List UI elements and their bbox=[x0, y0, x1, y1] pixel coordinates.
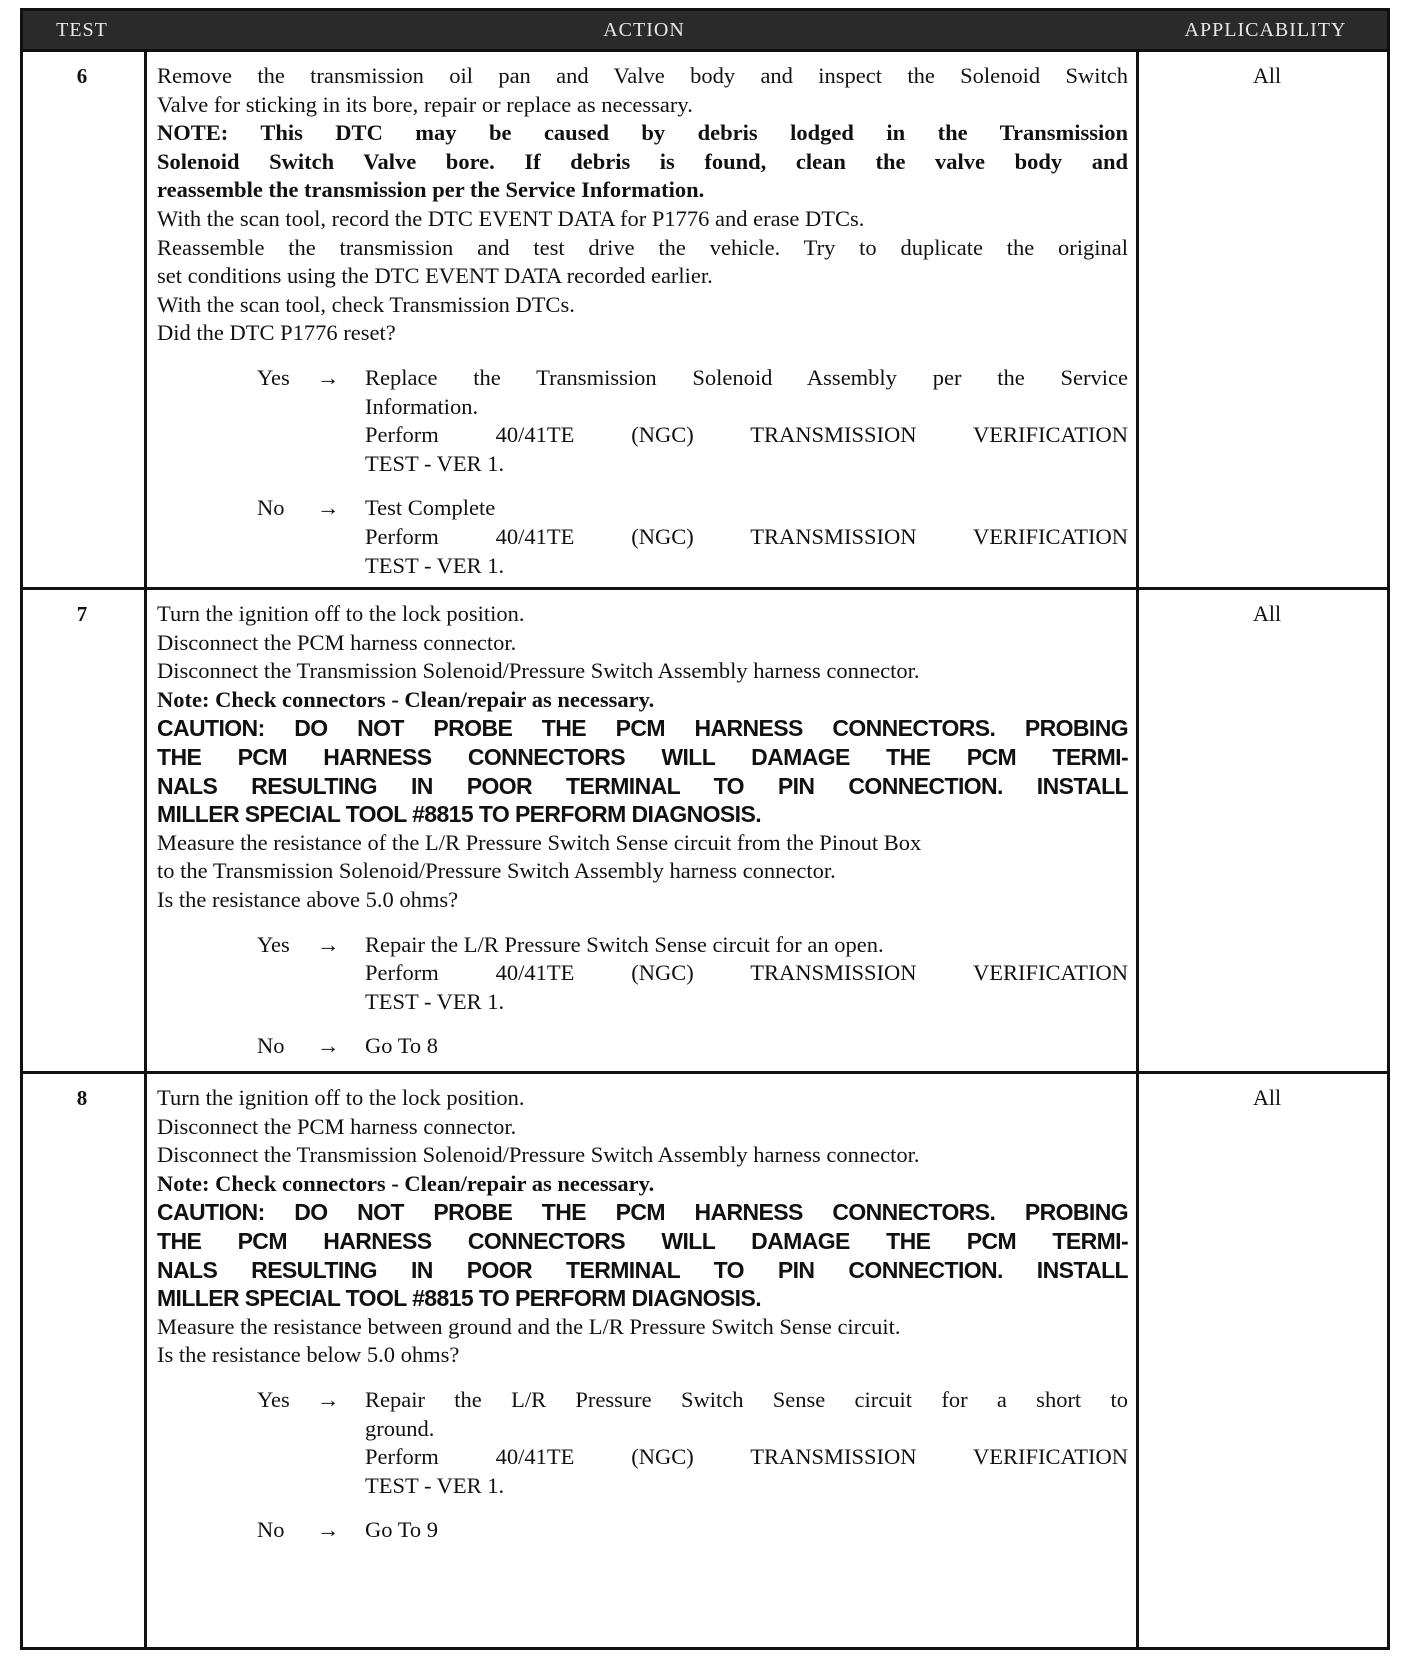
action-text: Reassemble the transmission and test drive the vehicle. Try to duplicate the original bbox=[157, 234, 1128, 260]
table-row-test-7 bbox=[23, 587, 1387, 1074]
arrow-icon: → bbox=[317, 1517, 340, 1543]
question-text: Did the DTC P1776 reset? bbox=[157, 320, 396, 346]
table-row-test-6 bbox=[23, 49, 1387, 590]
yes-branch bbox=[157, 1386, 1128, 1500]
applicability-cell: All bbox=[1252, 63, 1282, 88]
caution-text: CAUTION: DO NOT PROBE THE PCM HARNESS CONNECTORS. PROBING bbox=[157, 715, 1128, 742]
action-text: With the scan tool, check Transmission DTCs. bbox=[157, 291, 575, 317]
yes-result: Perform 40/41TE (NGC) TRANSMISSION VERIFICATION bbox=[365, 422, 1128, 448]
yes-label: Yes bbox=[257, 1386, 290, 1412]
question-text: Is the resistance below 5.0 ohms? bbox=[157, 1342, 460, 1368]
yes-result: TEST - VER 1. bbox=[365, 450, 505, 476]
caution-text: CAUTION: DO NOT PROBE THE PCM HARNESS CONNECTORS. PROBING bbox=[157, 1199, 1128, 1226]
yes-result: Information. bbox=[365, 393, 479, 419]
yes-branch bbox=[157, 931, 1128, 1017]
arrow-icon: → bbox=[317, 364, 340, 390]
test-number: 7 bbox=[76, 602, 88, 626]
header-applicability: APPLICABILITY bbox=[1184, 19, 1347, 41]
table-header bbox=[23, 11, 1387, 49]
no-result: Test Complete bbox=[365, 495, 496, 521]
no-branch bbox=[157, 1516, 1128, 1545]
yes-result: Perform 40/41TE (NGC) TRANSMISSION VERIFICATION bbox=[365, 1444, 1128, 1470]
applicability-cell: All bbox=[1252, 601, 1282, 626]
no-branch bbox=[157, 494, 1128, 580]
action-cell bbox=[144, 52, 1139, 590]
action-text: Valve for sticking in its bore, repair or replace as necessary. bbox=[157, 91, 693, 117]
yes-result: ground. bbox=[365, 1415, 435, 1441]
no-label: No bbox=[257, 1517, 285, 1543]
question-text: Is the resistance above 5.0 ohms? bbox=[157, 886, 459, 912]
arrow-icon: → bbox=[317, 931, 340, 957]
header-action: ACTION bbox=[603, 19, 685, 41]
arrow-icon: → bbox=[317, 1386, 340, 1412]
arrow-icon: → bbox=[317, 1033, 340, 1059]
action-text: to the Transmission Solenoid/Pressure Switch Assembly harness connector. bbox=[157, 858, 836, 884]
header-test: TEST bbox=[56, 19, 108, 41]
caution-text: NALS RESULTING IN POOR TERMINAL TO PIN CONNECTION. INSTALL bbox=[157, 1256, 1128, 1283]
action-text: Turn the ignition off to the lock position. bbox=[157, 601, 525, 626]
action-cell bbox=[144, 590, 1139, 1074]
action-text: Measure the resistance between ground and the L/R Pressure Switch Sense circuit. bbox=[157, 1313, 901, 1339]
arrow-icon: → bbox=[317, 495, 340, 521]
caution-text: NALS RESULTING IN POOR TERMINAL TO PIN CONNECTION. INSTALL bbox=[157, 772, 1128, 799]
caution-text: THE PCM HARNESS CONNECTORS WILL DAMAGE THE PCM TERMI- bbox=[157, 1227, 1128, 1254]
no-result: TEST - VER 1. bbox=[365, 552, 505, 578]
table-row-test-8 bbox=[23, 1071, 1387, 1650]
yes-result: Repair the L/R Pressure Switch Sense circuit for an open. bbox=[365, 931, 884, 957]
no-branch bbox=[157, 1032, 1128, 1061]
action-text: Remove the transmission oil pan and Valve body and inspect the Solenoid Switch bbox=[157, 63, 1128, 88]
no-result: Go To 8 bbox=[365, 1033, 439, 1059]
action-text: Turn the ignition off to the lock position. bbox=[157, 1085, 525, 1110]
yes-branch bbox=[157, 364, 1128, 478]
yes-label: Yes bbox=[257, 364, 290, 390]
test-number: 6 bbox=[76, 64, 88, 88]
action-text: Disconnect the Transmission Solenoid/Pressure Switch Assembly harness connector. bbox=[157, 658, 920, 684]
yes-result: TEST - VER 1. bbox=[365, 1472, 505, 1498]
test-number: 8 bbox=[76, 1086, 88, 1110]
action-text: With the scan tool, record the DTC EVENT DATA for P1776 and erase DTCs. bbox=[157, 205, 865, 231]
yes-label: Yes bbox=[257, 931, 290, 957]
action-text: Measure the resistance of the L/R Pressure Switch Sense circuit from the Pinout Box bbox=[157, 829, 922, 855]
action-text: Disconnect the PCM harness connector. bbox=[157, 1113, 517, 1139]
applicability-cell: All bbox=[1252, 1085, 1282, 1110]
caution-text: THE PCM HARNESS CONNECTORS WILL DAMAGE THE PCM TERMI- bbox=[157, 743, 1128, 770]
note-text: Note: Check connectors - Clean/repair as necessary. bbox=[157, 686, 655, 712]
note-text: Solenoid Switch Valve bore. If debris is found, clean the valve body and bbox=[157, 148, 1128, 174]
no-result: Perform 40/41TE (NGC) TRANSMISSION VERIFICATION bbox=[365, 523, 1128, 549]
caution-text: MILLER SPECIAL TOOL #8815 TO PERFORM DIAGNOSIS. bbox=[157, 1285, 761, 1312]
note-text: reassemble the transmission per the Service Information. bbox=[157, 177, 705, 203]
yes-result: TEST - VER 1. bbox=[365, 988, 505, 1014]
action-text: Disconnect the PCM harness connector. bbox=[157, 629, 517, 655]
action-cell bbox=[144, 1074, 1139, 1650]
no-result: Go To 9 bbox=[365, 1517, 439, 1543]
action-text: set conditions using the DTC EVENT DATA recorded earlier. bbox=[157, 263, 713, 289]
note-text: NOTE: This DTC may be caused by debris lodged in the Transmission bbox=[157, 120, 1128, 146]
caution-text: MILLER SPECIAL TOOL #8815 TO PERFORM DIAGNOSIS. bbox=[157, 801, 761, 828]
note-text: Note: Check connectors - Clean/repair as necessary. bbox=[157, 1170, 655, 1196]
yes-result: Repair the L/R Pressure Switch Sense circuit for a short to bbox=[365, 1386, 1128, 1412]
yes-result: Replace the Transmission Solenoid Assembly per the Service bbox=[365, 364, 1128, 390]
action-text: Disconnect the Transmission Solenoid/Pressure Switch Assembly harness connector. bbox=[157, 1142, 920, 1168]
diagnostic-table bbox=[20, 8, 1390, 1650]
yes-result: Perform 40/41TE (NGC) TRANSMISSION VERIFICATION bbox=[365, 960, 1128, 986]
no-label: No bbox=[257, 495, 285, 521]
no-label: No bbox=[257, 1033, 285, 1059]
